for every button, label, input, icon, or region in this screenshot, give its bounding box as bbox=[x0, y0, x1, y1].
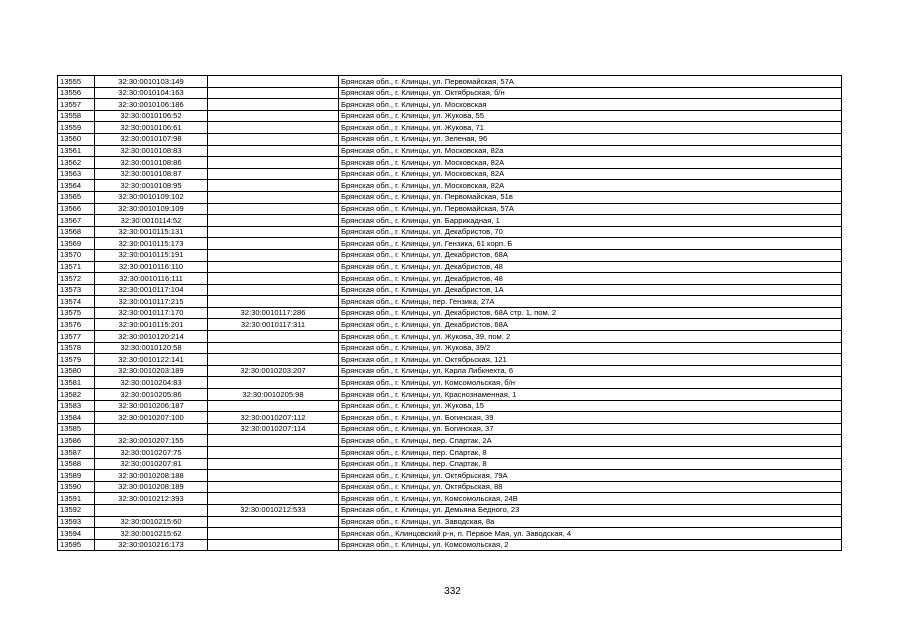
address-cell: Брянская обл., г. Клинцы, ул. Жукова, 71 bbox=[339, 122, 842, 134]
address-cell: Брянская обл., г. Клинцы, ул. Жукова, 39/2 bbox=[339, 342, 842, 354]
table-row bbox=[58, 377, 842, 389]
address-cell: Брянская обл., г. Клинцы, ул. Декабристов, 1А bbox=[339, 284, 842, 296]
address-cell: Брянская обл., г. Клинцы, ул. Жукова, 15 bbox=[339, 400, 842, 412]
related-cadastral-number-cell bbox=[208, 539, 339, 551]
table-row bbox=[58, 238, 842, 250]
address-cell: Брянская обл., г. Клинцы, ул. Комсомольская, 2 bbox=[339, 539, 842, 551]
address-cell: Брянская обл., г. Клинцы, ул. Богинская, 37 bbox=[339, 423, 842, 435]
related-cadastral-number-cell bbox=[208, 191, 339, 203]
table-row bbox=[58, 191, 842, 203]
row-number: 13582 bbox=[58, 389, 95, 401]
related-cadastral-number-cell bbox=[208, 400, 339, 412]
related-cadastral-number-cell bbox=[208, 342, 339, 354]
row-number: 13555 bbox=[58, 76, 95, 88]
cadastral-number-cell: 32:30:0010115:201 bbox=[95, 319, 208, 331]
cadastral-number-cell: 32:30:0010106:61 bbox=[95, 122, 208, 134]
related-cadastral-number-cell bbox=[208, 249, 339, 261]
address-cell: Брянская обл., г. Клинцы, ул. Декабристов, 70 bbox=[339, 226, 842, 238]
cadastral-number-cell: 32:30:0010207:100 bbox=[95, 412, 208, 424]
cadastral-number-cell: 32:30:0010203:189 bbox=[95, 365, 208, 377]
row-number: 13580 bbox=[58, 365, 95, 377]
related-cadastral-number-cell bbox=[208, 180, 339, 192]
address-cell: Брянская обл., г. Клинцы, ул. Комсомольская, б/н bbox=[339, 377, 842, 389]
cadastral-number-cell: 32:30:0010117:170 bbox=[95, 307, 208, 319]
row-number: 13562 bbox=[58, 157, 95, 169]
address-cell: Брянская обл., г. Клинцы, ул. Московская, 82а bbox=[339, 145, 842, 157]
cadastral-number-cell: 32:30:0010108:95 bbox=[95, 180, 208, 192]
row-number: 13591 bbox=[58, 493, 95, 505]
address-cell: Брянская обл., г. Клинцы, ул. Жукова, 39, пом. 2 bbox=[339, 331, 842, 343]
row-number: 13559 bbox=[58, 122, 95, 134]
address-cell: Брянская обл., г. Клинцы, ул. Московская bbox=[339, 99, 842, 111]
cadastral-number-cell: 32:30:0010215:60 bbox=[95, 516, 208, 528]
address-cell: Брянская обл., г. Клинцы, ул. Комсомольская, 24В bbox=[339, 493, 842, 505]
cadastral-number-cell: 32:30:0010207:155 bbox=[95, 435, 208, 447]
row-number: 13556 bbox=[58, 87, 95, 99]
cadastral-number-cell: 32:30:0010116:111 bbox=[95, 273, 208, 285]
row-number: 13593 bbox=[58, 516, 95, 528]
table-row bbox=[58, 447, 842, 459]
address-cell: Брянская обл., г. Клинцы, ул. Демьяна Бедного, 23 bbox=[339, 504, 842, 516]
cadastral-number-cell: 32:30:0010104:163 bbox=[95, 87, 208, 99]
related-cadastral-number-cell: 32:30:0010205:98 bbox=[208, 389, 339, 401]
table-row bbox=[58, 180, 842, 192]
address-cell: Брянская обл., г. Клинцы, ул. Московская, 82А bbox=[339, 157, 842, 169]
related-cadastral-number-cell bbox=[208, 157, 339, 169]
address-cell: Брянская обл., г. Клинцы, ул. Октябрьская, 121 bbox=[339, 354, 842, 366]
table-row bbox=[58, 249, 842, 261]
related-cadastral-number-cell: 32:30:0010207:112 bbox=[208, 412, 339, 424]
row-number: 13571 bbox=[58, 261, 95, 273]
row-number: 13584 bbox=[58, 412, 95, 424]
address-cell: Брянская обл., г. Клинцы, ул. Первомайская, 51в bbox=[339, 191, 842, 203]
cadastral-number-cell: 32:30:0010115:131 bbox=[95, 226, 208, 238]
address-cell: Брянская обл., г. Клинцы, ул. Декабристов, 68А стр. 1, пом. 2 bbox=[339, 307, 842, 319]
address-cell: Брянская обл., г. Клинцы, ул. Декабристов, 48 bbox=[339, 273, 842, 285]
row-number: 13578 bbox=[58, 342, 95, 354]
table-row bbox=[58, 470, 842, 482]
address-cell: Брянская обл., г. Клинцы, ул. Краснознаменная, 1 bbox=[339, 389, 842, 401]
cadastral-number-cell: 32:30:0010205:86 bbox=[95, 389, 208, 401]
row-number: 13583 bbox=[58, 400, 95, 412]
row-number: 13563 bbox=[58, 168, 95, 180]
cadastral-number-cell: 32:30:0010117:104 bbox=[95, 284, 208, 296]
row-number: 13594 bbox=[58, 528, 95, 540]
related-cadastral-number-cell bbox=[208, 145, 339, 157]
cadastral-number-cell: 32:30:0010115:173 bbox=[95, 238, 208, 250]
row-number: 13573 bbox=[58, 284, 95, 296]
table-row bbox=[58, 273, 842, 285]
row-number: 13567 bbox=[58, 215, 95, 227]
related-cadastral-number-cell bbox=[208, 87, 339, 99]
table-row bbox=[58, 110, 842, 122]
cadastral-number-cell: 32:30:0010106:186 bbox=[95, 99, 208, 111]
cadastral-number-cell: 32:30:0010207:75 bbox=[95, 447, 208, 459]
related-cadastral-number-cell bbox=[208, 354, 339, 366]
related-cadastral-number-cell bbox=[208, 76, 339, 88]
row-number: 13566 bbox=[58, 203, 95, 215]
row-number: 13590 bbox=[58, 481, 95, 493]
related-cadastral-number-cell bbox=[208, 296, 339, 308]
table-row bbox=[58, 215, 842, 227]
address-cell: Брянская обл., г. Клинцы, ул. Декабристов, 68А bbox=[339, 249, 842, 261]
related-cadastral-number-cell bbox=[208, 481, 339, 493]
related-cadastral-number-cell bbox=[208, 122, 339, 134]
cadastral-number-cell bbox=[95, 504, 208, 516]
table-row bbox=[58, 354, 842, 366]
address-cell: Брянская обл., г. Клинцы, ул. Заводская, 8а bbox=[339, 516, 842, 528]
table-row bbox=[58, 168, 842, 180]
related-cadastral-number-cell bbox=[208, 493, 339, 505]
row-number: 13586 bbox=[58, 435, 95, 447]
table-row bbox=[58, 539, 842, 551]
related-cadastral-number-cell bbox=[208, 458, 339, 470]
cadastral-number-cell: 32:30:0010212:393 bbox=[95, 493, 208, 505]
address-cell: Брянская обл., г. Клинцы, пер. Спартак, 8 bbox=[339, 458, 842, 470]
related-cadastral-number-cell bbox=[208, 377, 339, 389]
cadastral-number-cell: 32:30:0010207:81 bbox=[95, 458, 208, 470]
cadastral-number-cell: 32:30:0010109:109 bbox=[95, 203, 208, 215]
address-cell: Брянская обл., г. Клинцы, пер. Спартак, 2А bbox=[339, 435, 842, 447]
address-cell: Брянская обл., г. Клинцы, ул. Первомайская, 57А bbox=[339, 203, 842, 215]
address-cell: Брянская обл., г. Клинцы, ул. Карла Либкнехта, 6 bbox=[339, 365, 842, 377]
row-number: 13581 bbox=[58, 377, 95, 389]
row-number: 13561 bbox=[58, 145, 95, 157]
row-number: 13569 bbox=[58, 238, 95, 250]
address-cell: Брянская обл., г. Клинцы, ул. Жукова, 55 bbox=[339, 110, 842, 122]
related-cadastral-number-cell bbox=[208, 261, 339, 273]
related-cadastral-number-cell bbox=[208, 110, 339, 122]
address-cell: Брянская обл., г. Клинцы, ул. Гензика, 61 корп. Б bbox=[339, 238, 842, 250]
table-row bbox=[58, 76, 842, 88]
row-number: 13592 bbox=[58, 504, 95, 516]
related-cadastral-number-cell bbox=[208, 435, 339, 447]
related-cadastral-number-cell: 32:30:0010117:311 bbox=[208, 319, 339, 331]
cadastral-number-cell bbox=[95, 423, 208, 435]
address-cell: Брянская обл., г. Клинцы, пер. Гензика, 27А bbox=[339, 296, 842, 308]
cadastral-number-cell: 32:30:0010206:187 bbox=[95, 400, 208, 412]
address-cell: Брянская обл., г. Клинцы, ул. Первомайская, 57А bbox=[339, 76, 842, 88]
row-number: 13588 bbox=[58, 458, 95, 470]
table-row bbox=[58, 157, 842, 169]
address-cell: Брянская обл., г. Клинцы, ул. Московская, 82А bbox=[339, 180, 842, 192]
row-number: 13575 bbox=[58, 307, 95, 319]
table-row bbox=[58, 365, 842, 377]
table-row bbox=[58, 516, 842, 528]
address-cell: Брянская обл., г. Клинцы, ул. Зеленая, 96 bbox=[339, 133, 842, 145]
related-cadastral-number-cell bbox=[208, 99, 339, 111]
cadastral-number-cell: 32:30:0010215:62 bbox=[95, 528, 208, 540]
cadastral-number-cell: 32:30:0010216:173 bbox=[95, 539, 208, 551]
row-number: 13574 bbox=[58, 296, 95, 308]
address-cell: Брянская обл., г. Клинцы, ул. Декабристов, 48 bbox=[339, 261, 842, 273]
cadastral-number-cell: 32:30:0010120:58 bbox=[95, 342, 208, 354]
cadastral-number-cell: 32:30:0010122:141 bbox=[95, 354, 208, 366]
row-number: 13579 bbox=[58, 354, 95, 366]
related-cadastral-number-cell bbox=[208, 447, 339, 459]
address-cell: Брянская обл., г. Клинцы, ул. Московская, 82А bbox=[339, 168, 842, 180]
cadastral-number-cell: 32:30:0010103:149 bbox=[95, 76, 208, 88]
table-row bbox=[58, 296, 842, 308]
related-cadastral-number-cell bbox=[208, 516, 339, 528]
table-row bbox=[58, 493, 842, 505]
table-row bbox=[58, 284, 842, 296]
row-number: 13572 bbox=[58, 273, 95, 285]
table-row bbox=[58, 342, 842, 354]
row-number: 13587 bbox=[58, 447, 95, 459]
related-cadastral-number-cell bbox=[208, 470, 339, 482]
page-number: 332 bbox=[444, 586, 461, 597]
related-cadastral-number-cell bbox=[208, 215, 339, 227]
related-cadastral-number-cell: 32:30:0010117:286 bbox=[208, 307, 339, 319]
table-row bbox=[58, 122, 842, 134]
address-cell: Брянская обл., г. Клинцы, ул. Октябрьская, 79А bbox=[339, 470, 842, 482]
row-number: 13564 bbox=[58, 180, 95, 192]
address-cell: Брянская обл., г. Клинцы, ул. Богинская, 39 bbox=[339, 412, 842, 424]
table-row bbox=[58, 400, 842, 412]
related-cadastral-number-cell bbox=[208, 238, 339, 250]
row-number: 13577 bbox=[58, 331, 95, 343]
address-cell: Брянская обл., Клинцовский р-н, п. Первое Мая, ул. Заводская, 4 bbox=[339, 528, 842, 540]
related-cadastral-number-cell bbox=[208, 273, 339, 285]
table-row bbox=[58, 331, 842, 343]
cadastral-number-cell: 32:30:0010106:52 bbox=[95, 110, 208, 122]
table-row bbox=[58, 99, 842, 111]
address-cell: Брянская обл., г. Клинцы, ул. Октябрьская, 88 bbox=[339, 481, 842, 493]
related-cadastral-number-cell: 32:30:0010212:533 bbox=[208, 504, 339, 516]
row-number: 13570 bbox=[58, 249, 95, 261]
cadastral-number-cell: 32:30:0010114:52 bbox=[95, 215, 208, 227]
table-row bbox=[58, 504, 842, 516]
row-number: 13595 bbox=[58, 539, 95, 551]
address-cell: Брянская обл., г. Клинцы, ул. Декабристов, 68А bbox=[339, 319, 842, 331]
row-number: 13558 bbox=[58, 110, 95, 122]
table-row bbox=[58, 389, 842, 401]
row-number: 13560 bbox=[58, 133, 95, 145]
table-row bbox=[58, 412, 842, 424]
table-row bbox=[58, 481, 842, 493]
related-cadastral-number-cell bbox=[208, 133, 339, 145]
related-cadastral-number-cell: 32:30:0010203:207 bbox=[208, 365, 339, 377]
cadastral-number-cell: 32:30:0010108:83 bbox=[95, 145, 208, 157]
related-cadastral-number-cell bbox=[208, 528, 339, 540]
related-cadastral-number-cell bbox=[208, 331, 339, 343]
row-number: 13568 bbox=[58, 226, 95, 238]
address-cell: Брянская обл., г. Клинцы, ул. Октябрьская, б/н bbox=[339, 87, 842, 99]
cadastral-number-cell: 32:30:0010107:98 bbox=[95, 133, 208, 145]
table-row bbox=[58, 423, 842, 435]
related-cadastral-number-cell bbox=[208, 226, 339, 238]
cadastral-number-cell: 32:30:0010208:189 bbox=[95, 481, 208, 493]
registry-sheet bbox=[57, 75, 842, 551]
registry-table bbox=[57, 75, 842, 551]
cadastral-number-cell: 32:30:0010108:87 bbox=[95, 168, 208, 180]
cadastral-number-cell: 32:30:0010117:215 bbox=[95, 296, 208, 308]
cadastral-number-cell: 32:30:0010120:214 bbox=[95, 331, 208, 343]
row-number: 13585 bbox=[58, 423, 95, 435]
related-cadastral-number-cell bbox=[208, 284, 339, 296]
table-row bbox=[58, 458, 842, 470]
cadastral-number-cell: 32:30:0010204:83 bbox=[95, 377, 208, 389]
address-cell: Брянская обл., г. Клинцы, пер. Спартак, 8 bbox=[339, 447, 842, 459]
registry-table-body bbox=[58, 76, 842, 551]
cadastral-number-cell: 32:30:0010208:188 bbox=[95, 470, 208, 482]
table-row bbox=[58, 87, 842, 99]
address-cell: Брянская обл., г. Клинцы, ул. Баррикадная, 1 bbox=[339, 215, 842, 227]
table-row bbox=[58, 203, 842, 215]
table-row bbox=[58, 435, 842, 447]
related-cadastral-number-cell bbox=[208, 203, 339, 215]
row-number: 13589 bbox=[58, 470, 95, 482]
table-row bbox=[58, 528, 842, 540]
row-number: 13557 bbox=[58, 99, 95, 111]
cadastral-number-cell: 32:30:0010108:86 bbox=[95, 157, 208, 169]
row-number: 13565 bbox=[58, 191, 95, 203]
cadastral-number-cell: 32:30:0010116:110 bbox=[95, 261, 208, 273]
table-row bbox=[58, 145, 842, 157]
cadastral-number-cell: 32:30:0010115:191 bbox=[95, 249, 208, 261]
table-row bbox=[58, 307, 842, 319]
row-number: 13576 bbox=[58, 319, 95, 331]
table-row bbox=[58, 226, 842, 238]
table-row bbox=[58, 261, 842, 273]
table-row bbox=[58, 319, 842, 331]
related-cadastral-number-cell bbox=[208, 168, 339, 180]
table-row bbox=[58, 133, 842, 145]
related-cadastral-number-cell: 32:30:0010207:114 bbox=[208, 423, 339, 435]
cadastral-number-cell: 32:30:0010109:102 bbox=[95, 191, 208, 203]
